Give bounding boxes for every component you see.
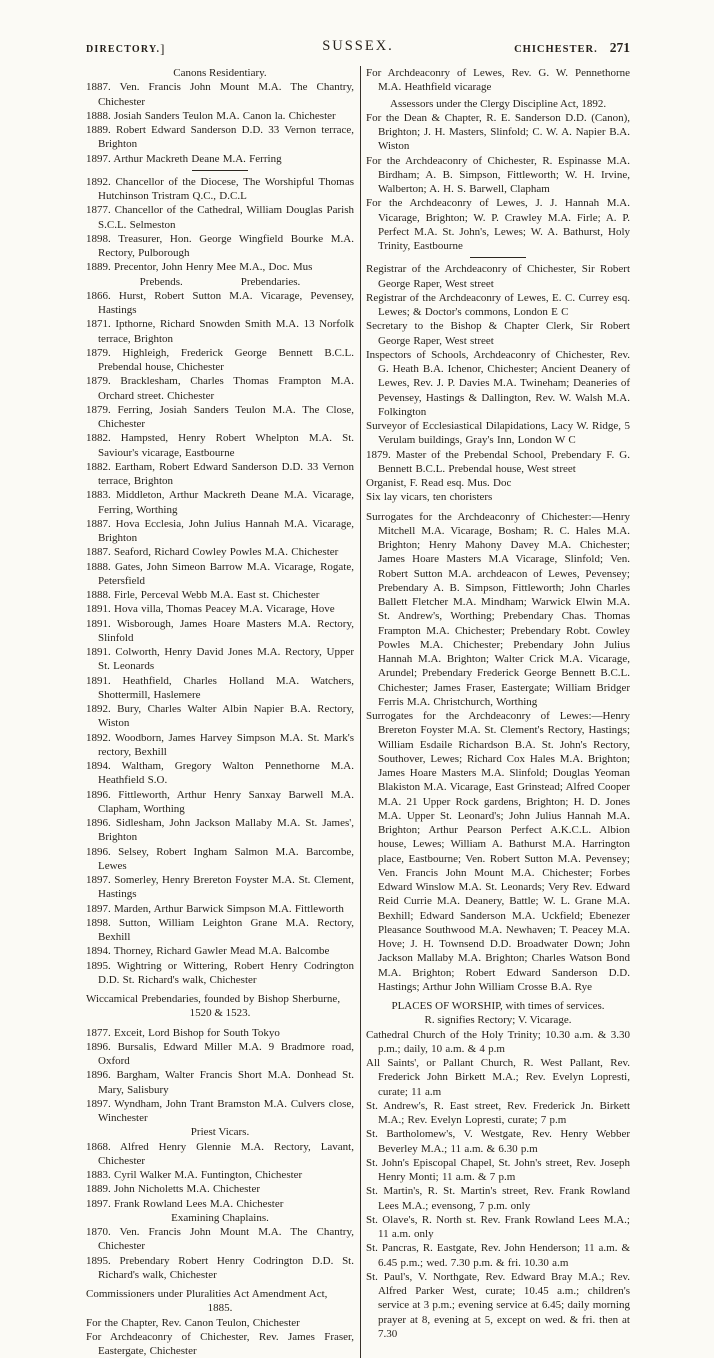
directory-entry: 1877. Exceit, Lord Bishop for South Tokyo — [86, 1026, 280, 1039]
directory-entry: 1882. Hampsted, Henry Robert Whelpton M.A. St. Saviour's vicarage, Eastbourne — [86, 432, 354, 459]
directory-entry: 1895. Wightring or Wittering, Robert Henry Codrington D.D. St. Richard's walk, Chichester — [86, 959, 354, 986]
directory-entry: For the Archdeaconry of Lewes, J. J. Hannah M.A. Vicarage, Brighton; W. P. Crawley M.A. Firle; A. P. Perfect M.A. St. John's, Lewes; W. A. Bathurst, Holy Trinity, Eastbourne — [366, 197, 630, 252]
directory-entry: 1894. Waltham, Gregory Walton Pennethorne M.A. Heathfield S.O. — [86, 760, 354, 787]
directory-entry: Organist, F. Read esq. Mus. Doc — [366, 477, 512, 489]
directory-entry: 1879. Master of the Prebendal School, Prebendary F. G. Bennett B.C.L. Prebendal house, West street — [366, 448, 630, 475]
directory-entry: 1894. Thorney, Richard Gawler Mead M.A. Balcombe — [86, 945, 330, 958]
directory-entry: 1889. Precentor, John Henry Mee M.A., Doc. Mus — [86, 261, 313, 274]
directory-entry: 1891. Heathfield, Charles Holland M.A. Watchers, Shottermill, Haslemere — [86, 674, 354, 701]
directory-bracket: ] — [160, 41, 166, 56]
directory-entry: 1870. Ven. Francis John Mount M.A. The Chantry, Chichester — [86, 1226, 354, 1253]
left-column — [86, 66, 354, 1358]
directory-entry: 1898. Sutton, William Leighton Grane M.A. Rectory, Bexhill — [86, 916, 354, 943]
centered-line: 1885. — [207, 1302, 233, 1315]
directory-entry: 1877. Chancellor of the Cathedral, William Douglas Parish S.C.L. Selmeston — [86, 204, 354, 231]
directory-entry: St. Bartholomew's, V. Westgate, Rev. Henry Webber Beverley M.A.; 11 a.m. & 6.30 p.m — [366, 1128, 630, 1155]
directory-entry: 1896. Fittleworth, Arthur Henry Sanxay Barwell M.A. Clapham, Worthing — [86, 788, 354, 815]
directory-entry: For Archdeaconry of Chichester, Rev. James Fraser, Eastergate, Chichester — [86, 1330, 354, 1357]
section-heading: Priest Vicars. — [190, 1126, 250, 1139]
directory-entry: Commissioners under Pluralities Act Amendment Act, — [86, 1288, 328, 1300]
directory-entry: Surrogates for the Archdeaconry of Lewes:—Henry Brereton Foyster M.A. St. Clement's Rectory, Hastings; William Esdaile Richardson B.A. St. John's Rectory, Southover, Lewes; Richard Cox Hales M.A. Brighton; James Hoare Masters M.A. Slinfold; Douglas Yeoman Blakiston M.A. Vicarage, East Grinstead; Alfred Cooper M.A. 21 Upper Rock gardens, Brighton; H. D. Jones M.A. Upper St. Leonard's; John Julius Hannah M.A. Brighton; Arthur Pearson Perfect A.K.C.L. Albion house, Lewes; William A. Bathurst M.A. Harrington place, Eastbourne; Ven. Robert Sutton M.A. Pevensey; Ven. Francis John Mount M.A. Chichester; Forbes Edward Winslow M.A. St. Leonards; Very Rev. Edward Reid Currie M.A. Deanery, Battle; W. L. Grane M.A. Bexhill; Edward Sanderson M.A. Uckfield; Ebenezer Pleasance Southwood M.A. Newhaven; T. Peacey M.A. Hove; J. H. Townsend D.D. Broadwater Down; John Jackson Mallaby M.A. Brighton; Charles Watson Bond M.A. Brighton; Robert Edward Sanderson D.D. Hastings; Arthur John William Crosse B.A. Rye — [366, 710, 630, 993]
directory-entry: Surrogates for the Archdeaconry of Chichester:—Henry Mitchell M.A. Vicarage, Bosham; R. C. Hales M.A. Brighton; Henry Mahony Davey M.A. Chichester; James Hoare Masters M.A Vicarage, Slinfold; Ven. Robert Sutton M.A. archdeacon of Lewes, Pevensey; Prebendary A. B. Simpson, Fittleworth; John Charles Ballett Fletcher M.A. Mindham; Warwick Elwin M.A. St. Andrew's, Worthing; Prebendary Chas. Thomas Frampton M.A. Chichester; Prebendary Robt. Cowley Powles M.A. Chichester; Prebendary John Julius Hannah M.A. Brighton; Walter Crick M.A. Vicarage, Arundel; Prebendary Frederick George Bennett B.C.L. Chichester; James Fraser, Eastergate; William Bridger Ferris M.A. Christchurch, Worthing — [366, 510, 630, 708]
directory-entry: For the Chapter, Rev. Canon Teulon, Chichester — [86, 1316, 300, 1329]
directory-entry: 1896. Selsey, Robert Ingham Salmon M.A. Barcombe, Lewes — [86, 845, 354, 872]
directory-entry: St. Martin's, R. St. Martin's street, Rev. Frank Rowland Lees M.A.; evensong, 7 p.m. only — [366, 1185, 630, 1212]
text-columns — [86, 66, 630, 1358]
directory-entry: 1868. Alfred Henry Glennie M.A. Rectory, Lavant, Chichester — [86, 1140, 354, 1167]
directory-entry: 1892. Woodborn, James Harvey Simpson M.A. St. Mark's rectory, Bexhill — [86, 731, 354, 758]
directory-entry: 1883. Middleton, Arthur Mackreth Deane M.A. Vicarage, Ferring, Worthing — [86, 489, 354, 516]
directory-entry: Surveyor of Ecclesiastical Dilapidations, Lacy W. Ridge, 5 Verulam buildings, Gray's Inn, London W C — [366, 420, 630, 447]
directory-entry: 1897. Somerley, Henry Brereton Foyster M.A. St. Clement, Hastings — [86, 874, 354, 901]
directory-label-text: DIRECTORY. — [86, 44, 161, 55]
indented-line: Assessors under the Clergy Discipline Act, 1892. — [390, 97, 607, 110]
directory-entry: St. Pancras, R. Eastgate, Rev. John Henderson; 11 a.m. & 6.45 p.m.; wed. 7.30 p.m. & fri. 10.30 a.m — [366, 1242, 630, 1269]
directory-entry: St. Olave's, R. North st. Rev. Frank Rowland Lees M.A.; 11 a.m. only — [366, 1213, 630, 1240]
directory-entry: For Archdeaconry of Lewes, Rev. G. W. Pennethorne M.A. Heathfield vicarage — [366, 67, 630, 94]
directory-entry: Cathedral Church of the Holy Trinity; 10.30 a.m. & 3.30 p.m.; daily, 10 a.m. & 4 p.m — [366, 1028, 630, 1055]
directory-entry: 1866. Hurst, Robert Sutton M.A. Vicarage, Pevensey, Hastings — [86, 289, 354, 316]
directory-entry: 1883. Cyril Walker M.A. Funtington, Chichester — [86, 1169, 303, 1181]
directory-entry: 1892. Bury, Charles Walter Albin Napier B.A. Rectory, Wiston — [86, 703, 354, 730]
directory-entry: 1896. Sidlesham, John Jackson Mallaby M.A. St. James', Brighton — [86, 817, 354, 844]
directory-entry: 1898. Treasurer, Hon. George Wingfield Bourke M.A. Rectory, Pulborough — [86, 232, 354, 259]
page-header — [86, 38, 630, 60]
directory-entry: All Saints', or Pallant Church, R. West Pallant, Rev. Frederick John Birkett M.A.; Rev. Evelyn Lopresti, curate; 11 a.m — [366, 1057, 630, 1098]
directory-entry: 1897. Marden, Arthur Barwick Simpson M.A. Fittleworth — [86, 902, 344, 915]
directory-entry: 1889. John Nicholetts M.A. Chichester — [86, 1183, 261, 1196]
directory-entry: Inspectors of Schools, Archdeaconry of Chichester, Rev. G. Heath B.A. Ichenor, Chichester; Ancient Deanery of Lewes, Rev. J. P. Davies M.A. Twineham; Deaneries of Pevensey, Hastings & Dallington, Rev. W. Walsh M.A. Folkington — [366, 348, 630, 418]
directory-entry: 1897. Arthur Mackreth Deane M.A. Ferring — [86, 152, 282, 165]
district-name: CHICHESTER. — [514, 44, 598, 55]
directory-entry: 1897. Wyndham, John Trant Bramston M.A. Culvers close, Winchester — [86, 1097, 354, 1124]
directory-entry: 1879. Bracklesham, Charles Thomas Frampton M.A. Orchard street. Chichester — [86, 375, 354, 402]
directory-entry: 1888. Josiah Sanders Teulon M.A. Canon la. Chichester — [86, 109, 336, 122]
centered-line: 1520 & 1523. — [189, 1007, 251, 1020]
page-number: 271 — [609, 40, 630, 55]
dual-heading-right: Prebendaries. — [240, 275, 301, 288]
directory-entry: St. John's Episcopal Chapel, St. John's street, Rev. Joseph Henry Monti; 11 a.m. & 7 p.m — [366, 1156, 630, 1183]
district-label — [514, 40, 630, 56]
directory-entry: 1888. Gates, John Simeon Barrow M.A. Vicarage, Rogate, Petersfield — [86, 560, 354, 587]
directory-entry: 1897. Frank Rowland Lees M.A. Chichester — [86, 1197, 284, 1210]
directory-entry: For the Archdeaconry of Chichester, R. Espinasse M.A. Birdham; A. B. Simpson, Fittleworth; W. H. Irvine, Walberton; A. H. S. Barwell, Clapham — [366, 154, 630, 195]
directory-entry: 1887. Hova Ecclesia, John Julius Hannah M.A. Vicarage, Brighton — [86, 517, 354, 544]
right-column — [366, 66, 630, 1358]
directory-entry: 1889. Robert Edward Sanderson D.D. 33 Vernon terrace, Brighton — [86, 124, 354, 151]
divider-rule — [366, 257, 630, 258]
directory-entry: 1895. Prebendary Robert Henry Codrington D.D. St. Richard's walk, Chichester — [86, 1254, 354, 1281]
directory-entry: 1879. Highleigh, Frederick George Bennett B.C.L. Prebendal house, Chichester — [86, 346, 354, 373]
county-title: SUSSEX. — [322, 38, 394, 54]
directory-entry: 1879. Ferring, Josiah Sanders Teulon M.A. The Close, Chichester — [86, 403, 354, 430]
directory-label — [86, 41, 166, 57]
directory-entry: 1888. Firle, Perceval Webb M.A. East st. Chichester — [86, 589, 320, 601]
rule-line — [470, 257, 526, 258]
directory-entry: Registrar of the Archdeaconry of Lewes, E. C. Currey esq. Lewes; & Doctor's commons, London E C — [366, 291, 630, 318]
directory-entry: Wiccamical Prebendaries, founded by Bishop Sherburne, — [86, 993, 341, 1005]
directory-entry: 1896. Bargham, Walter Francis Short M.A. Donhead St. Mary, Salisbury — [86, 1069, 354, 1096]
section-heading: PLACES OF WORSHIP, with times of services. — [391, 1000, 605, 1012]
directory-entry: Secretary to the Bishop & Chapter Clerk, Sir Robert George Raper, West street — [366, 320, 630, 347]
directory-entry: 1887. Ven. Francis John Mount M.A. The Chantry, Chichester — [86, 81, 354, 108]
directory-entry: 1887. Seaford, Richard Cowley Powles M.A. Chichester — [86, 546, 339, 559]
dual-heading — [86, 275, 354, 289]
directory-entry: Six lay vicars, ten choristers — [366, 491, 493, 504]
directory-entry: 1891. Hova villa, Thomas Peacey M.A. Vicarage, Hove — [86, 603, 335, 616]
directory-entry: 1896. Bursalis, Edward Miller M.A. 9 Bradmore road, Oxford — [86, 1040, 354, 1067]
section-heading: Examining Chaplains. — [171, 1211, 269, 1224]
column-divider — [360, 66, 361, 1358]
section-heading: Canons Residentiary. — [173, 67, 267, 79]
section-heading: R. signifies Rectory; V. Vicarage. — [424, 1014, 572, 1027]
directory-entry: For the Dean & Chapter, R. E. Sanderson D.D. (Canon), Brighton; J. H. Masters, Slinfold; C. W. A. Napier B.A. Wiston — [366, 111, 630, 153]
rule-line — [192, 170, 248, 171]
directory-entry: 1891. Colworth, Henry David Jones M.A. Rectory, Upper St. Leonards — [86, 646, 354, 673]
directory-entry: St. Paul's, V. Northgate, Rev. Edward Bray M.A.; Rev. Alfred Parker West, curate; 10.45 a.m.; children's service at 3 p.m.; evening service at 6.45; daily morning prayer at 8, evening at 5, except on wed. & fri. then at 7.30 — [366, 1270, 630, 1340]
directory-entry: 1871. Ipthorne, Richard Snowden Smith M.A. 13 Norfolk terrace, Brighton — [86, 318, 354, 345]
directory-entry: 1891. Wisborough, James Hoare Masters M.A. Rectory, Slinfold — [86, 617, 354, 644]
divider-rule — [86, 170, 354, 171]
directory-entry: 1892. Chancellor of the Diocese, The Worshipful Thomas Hutchinson Tristram Q.C., D.C.L — [86, 175, 354, 202]
directory-entry: St. Andrew's, R. East street, Rev. Frederick Jn. Birkett M.A.; Rev. Evelyn Lopresti, curate; 7 p.m — [366, 1099, 630, 1126]
dual-heading-left: Prebends. — [139, 275, 183, 288]
directory-entry: Registrar of the Archdeaconry of Chichester, Sir Robert George Raper, West street — [366, 263, 630, 290]
directory-entry: 1882. Eartham, Robert Edward Sanderson D.D. 33 Vernon terrace, Brighton — [86, 460, 354, 487]
